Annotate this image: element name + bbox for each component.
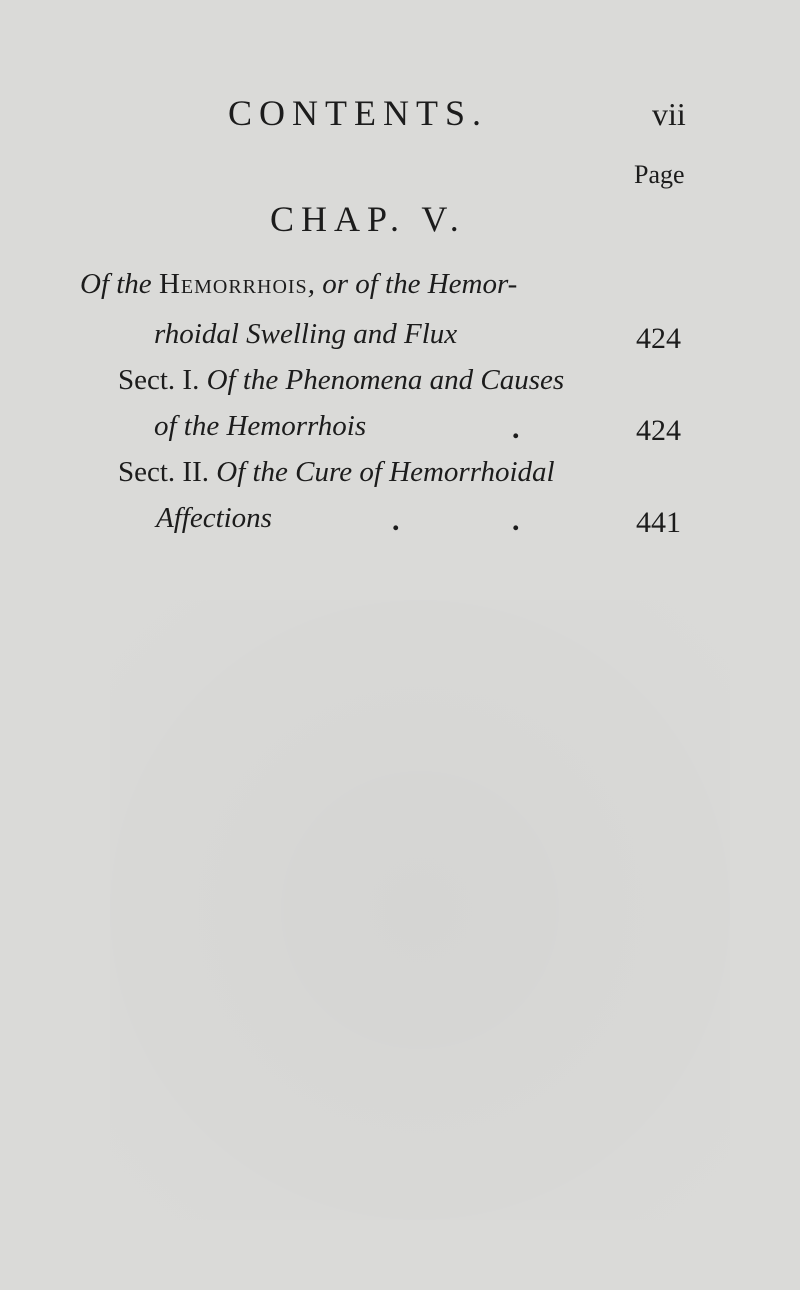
leader-dot: . (392, 504, 400, 537)
toc-entry-2-line-2: of the Hemorrhois (154, 410, 367, 442)
running-header-page-number: vii (652, 96, 686, 132)
toc-entry-3-line-1 (118, 456, 555, 489)
toc-entry-1-line-1 (80, 268, 517, 301)
running-header-title: CONTENTS. (228, 93, 488, 133)
toc-entry-1-title: Hemorrhois (158, 268, 308, 300)
toc-entry-3-title: Of the Cure of Hemorrhoidal (209, 456, 555, 488)
toc-entry-1-page: 424 (636, 322, 681, 355)
toc-entry-2-section: Sect. I. (118, 364, 200, 396)
toc-entry-2-page: 424 (636, 414, 681, 447)
toc-entry-3-line-2: Affections (156, 502, 272, 534)
page-column-label: Page (634, 160, 685, 189)
bleed-through-shadow (110, 600, 730, 1220)
chapter-heading: CHAP. V. (270, 199, 466, 239)
toc-entry-1-lead: Of the (80, 268, 159, 300)
toc-entry-2-line-1 (118, 364, 564, 397)
toc-entry-3-section: Sect. II. (118, 456, 209, 488)
leader-dot: . (512, 412, 520, 445)
toc-entry-2-title: Of the Phenomena and Causes (199, 364, 565, 396)
leader-dot: . (512, 504, 520, 537)
toc-entry-1-line-2: rhoidal Swelling and Flux (154, 318, 458, 350)
toc-entry-3-page: 441 (636, 506, 681, 539)
toc-entry-1-rest: , or of the Hemor- (307, 268, 518, 300)
